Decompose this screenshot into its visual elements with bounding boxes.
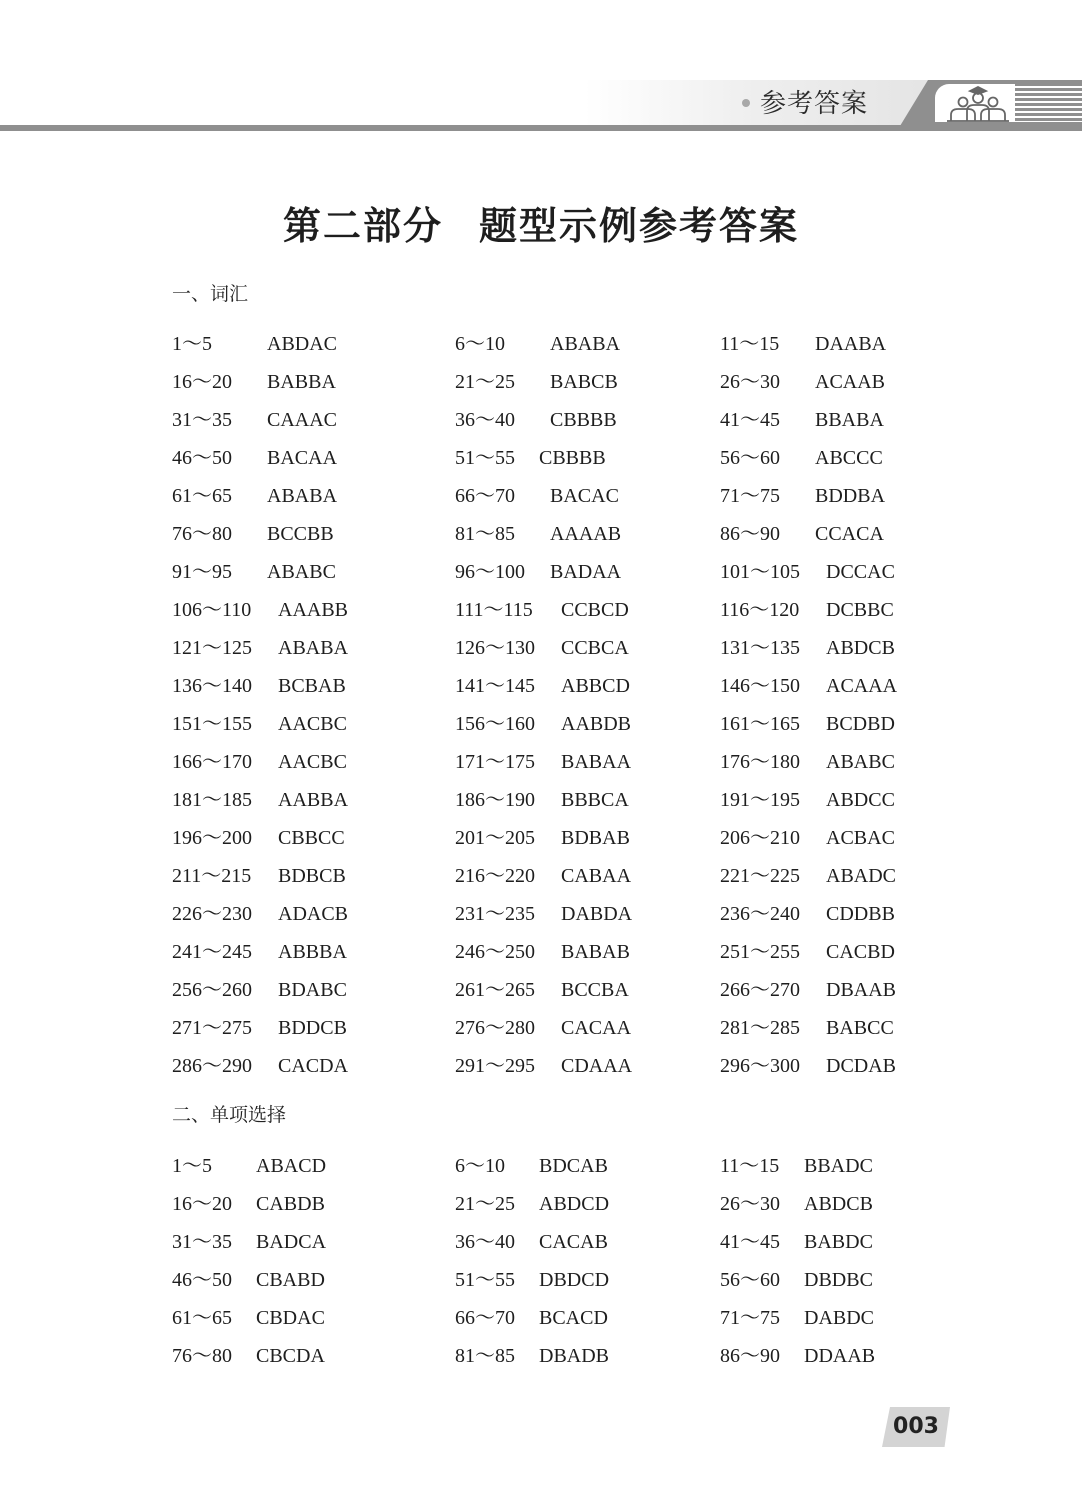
question-range: 286～290 — [172, 1055, 252, 1077]
question-range: 276～280 — [455, 1017, 535, 1039]
answer-cell — [720, 1151, 873, 1181]
question-range: 41～45 — [720, 1231, 780, 1253]
question-range: 86～90 — [720, 1345, 780, 1367]
answer-row — [172, 747, 932, 785]
answer-cell — [455, 633, 629, 663]
answer-key: ABCCC — [815, 447, 883, 469]
header-bullet — [742, 99, 750, 107]
question-range: 201～205 — [455, 827, 535, 849]
answer-key: CABDB — [256, 1193, 325, 1215]
answer-key: ABDCC — [826, 789, 895, 811]
answer-key: DCCAC — [826, 561, 895, 583]
answer-key: CACAA — [561, 1017, 632, 1039]
answer-cell — [720, 1227, 873, 1257]
answer-row — [172, 329, 932, 367]
answer-key: BABAB — [561, 941, 630, 963]
answer-cell — [172, 329, 337, 359]
answer-cell — [172, 975, 347, 1005]
answer-key: CCBCA — [561, 637, 629, 659]
answer-cell — [720, 633, 895, 663]
answer-cell — [455, 443, 606, 473]
question-range: 256～260 — [172, 979, 252, 1001]
answer-key: BACAC — [550, 485, 619, 507]
answer-row — [172, 633, 932, 671]
answer-cell — [455, 557, 621, 587]
answer-key: BACAA — [267, 447, 338, 469]
question-range: 46～50 — [172, 447, 232, 469]
question-range: 56～60 — [720, 1269, 780, 1291]
answer-key: BABAA — [561, 751, 632, 773]
answer-key: CDAAA — [561, 1055, 633, 1077]
answer-key: CBDAC — [256, 1307, 325, 1329]
answer-key: CDDBB — [826, 903, 895, 925]
answer-cell — [172, 557, 336, 587]
answer-key: ACBAC — [826, 827, 895, 849]
answer-key: ADACB — [278, 903, 349, 925]
question-range: 156～160 — [455, 713, 535, 735]
answer-cell — [720, 329, 886, 359]
question-range: 231～235 — [455, 903, 535, 925]
answer-row — [172, 785, 932, 823]
question-range: 56～60 — [720, 447, 780, 469]
question-range: 21～25 — [455, 371, 515, 393]
section-heading-vocabulary: 一、词汇 — [172, 283, 249, 305]
answer-cell — [720, 785, 895, 815]
answer-key: DDAAB — [804, 1345, 876, 1367]
answer-key: BDBCB — [278, 865, 346, 887]
question-range: 251～255 — [720, 941, 800, 963]
answer-key: CBBBB — [550, 409, 617, 431]
page-title-name: 题型示例参考答案 — [479, 203, 800, 248]
answer-row — [172, 975, 932, 1013]
answer-cell — [172, 1341, 325, 1371]
answer-key: AABBA — [278, 789, 349, 811]
answer-key: ABDCB — [826, 637, 895, 659]
answer-cell — [172, 1151, 326, 1181]
answer-grid-vocabulary — [172, 329, 932, 1089]
question-range: 171～175 — [455, 751, 535, 773]
answer-key: BABBA — [267, 371, 336, 393]
answer-cell — [455, 709, 631, 739]
question-range: 6～10 — [455, 1155, 505, 1177]
answer-cell — [172, 861, 346, 891]
answer-key: CACBD — [826, 941, 895, 963]
answer-key: BCCBA — [561, 979, 629, 1001]
answer-cell — [172, 747, 347, 777]
answer-cell — [455, 1013, 631, 1043]
answer-cell — [455, 329, 620, 359]
question-range: 36～40 — [455, 1231, 515, 1253]
answer-key: ABACD — [256, 1155, 327, 1177]
answer-cell — [720, 1265, 873, 1295]
answer-cell — [172, 1265, 325, 1295]
answer-cell — [172, 709, 347, 739]
answer-row — [172, 937, 932, 975]
answer-row — [172, 861, 932, 899]
question-range: 51～55 — [455, 447, 515, 469]
answer-row — [172, 1189, 932, 1227]
answer-cell — [455, 747, 631, 777]
answer-key: BCDBD — [826, 713, 895, 735]
answer-cell — [720, 405, 884, 435]
question-range: 26～30 — [720, 371, 780, 393]
answer-cell — [720, 519, 884, 549]
answer-cell — [720, 747, 895, 777]
question-range: 146～150 — [720, 675, 800, 697]
answer-cell — [455, 899, 632, 929]
answer-cell — [172, 481, 337, 511]
answer-key: BADCA — [256, 1231, 327, 1253]
answer-cell — [172, 367, 336, 397]
question-range: 216～220 — [455, 865, 535, 887]
question-range: 291～295 — [455, 1055, 535, 1077]
answer-cell — [455, 975, 629, 1005]
answer-key: ABDCD — [539, 1193, 610, 1215]
question-range: 61～65 — [172, 1307, 232, 1329]
answer-row — [172, 405, 932, 443]
answer-key: BCACD — [539, 1307, 608, 1329]
answer-row — [172, 1151, 932, 1189]
answer-key: CCACA — [815, 523, 884, 545]
answer-cell — [720, 1013, 894, 1043]
graduates-icon — [945, 83, 1011, 123]
answer-key: DBADB — [539, 1345, 610, 1367]
answer-row — [172, 1051, 932, 1089]
answer-row — [172, 899, 932, 937]
question-range: 111～115 — [455, 599, 533, 621]
question-range: 11～15 — [720, 333, 780, 355]
answer-row — [172, 1265, 932, 1303]
answer-cell — [720, 481, 885, 511]
answer-cell — [720, 937, 895, 967]
answer-key: DBDCD — [539, 1269, 610, 1291]
question-range: 91～95 — [172, 561, 232, 583]
question-range: 31～35 — [172, 409, 232, 431]
answer-cell — [455, 1151, 608, 1181]
answer-cell — [455, 367, 618, 397]
answer-key: BBADC — [804, 1155, 873, 1177]
question-range: 41～45 — [720, 409, 780, 431]
answer-key: CACDA — [278, 1055, 349, 1077]
answer-row — [172, 709, 932, 747]
answer-row — [172, 367, 932, 405]
answer-cell — [720, 1189, 873, 1219]
answer-cell — [455, 405, 617, 435]
answer-key: BCBAB — [278, 675, 346, 697]
answer-cell — [455, 481, 619, 511]
answer-cell — [455, 1227, 608, 1257]
question-range: 261～265 — [455, 979, 535, 1001]
answer-key: BABDC — [804, 1231, 873, 1253]
question-range: 46～50 — [172, 1269, 232, 1291]
answer-cell — [720, 975, 896, 1005]
answer-key: BADAA — [550, 561, 622, 583]
answer-key: ACAAB — [815, 371, 886, 393]
answer-cell — [455, 861, 631, 891]
answer-cell — [172, 899, 348, 929]
answer-key: AACBC — [278, 751, 347, 773]
answer-key: CBABD — [256, 1269, 325, 1291]
question-range: 281～285 — [720, 1017, 800, 1039]
answer-cell — [720, 709, 895, 739]
answer-key: BBABA — [815, 409, 884, 431]
answer-key: BCCBB — [267, 523, 334, 545]
answer-row — [172, 443, 932, 481]
answer-key: ABBCD — [561, 675, 630, 697]
answer-cell — [455, 1265, 609, 1295]
answer-cell — [455, 671, 630, 701]
section-heading-single-choice: 二、单项选择 — [172, 1104, 287, 1126]
question-range: 186～190 — [455, 789, 535, 811]
answer-key: CBCDA — [256, 1345, 325, 1367]
question-range: 86～90 — [720, 523, 780, 545]
question-range: 221～225 — [720, 865, 800, 887]
question-range: 66～70 — [455, 485, 515, 507]
answer-key: BDCAB — [539, 1155, 608, 1177]
question-range: 51～55 — [455, 1269, 515, 1291]
answer-cell — [720, 1303, 874, 1333]
answer-row — [172, 519, 932, 557]
question-range: 101～105 — [720, 561, 800, 583]
question-range: 16～20 — [172, 1193, 232, 1215]
answer-row — [172, 595, 932, 633]
question-range: 36～40 — [455, 409, 515, 431]
answer-row — [172, 1227, 932, 1265]
answer-cell — [455, 1341, 609, 1371]
answer-cell — [720, 861, 896, 891]
question-range: 126～130 — [455, 637, 535, 659]
answer-key: CAAAC — [267, 409, 338, 431]
question-range: 211～215 — [172, 865, 252, 887]
header-rule — [0, 125, 1082, 131]
answer-key: ABABA — [267, 485, 338, 507]
answer-row — [172, 481, 932, 519]
page-number: 003 — [893, 1414, 939, 1439]
answer-row — [172, 1341, 932, 1379]
answer-cell — [172, 443, 337, 473]
question-range: 161～165 — [720, 713, 800, 735]
question-range: 176～180 — [720, 751, 800, 773]
answer-key: DBAAB — [826, 979, 897, 1001]
answer-cell — [720, 557, 895, 587]
page-title-part: 第二部分 — [282, 203, 443, 248]
answer-cell — [172, 1303, 325, 1333]
answer-cell — [720, 595, 894, 625]
answer-key: ACAAA — [826, 675, 898, 697]
answer-cell — [455, 1189, 609, 1219]
page-title — [0, 198, 1082, 254]
answer-cell — [172, 1013, 347, 1043]
question-range: 181～185 — [172, 789, 252, 811]
answer-key: DBDBC — [804, 1269, 873, 1291]
question-range: 96～100 — [455, 561, 525, 583]
answer-key: ABABA — [550, 333, 621, 355]
question-range: 121～125 — [172, 637, 252, 659]
answer-cell — [455, 595, 629, 625]
answer-key: DCDAB — [826, 1055, 897, 1077]
answer-cell — [172, 595, 348, 625]
question-range: 71～75 — [720, 485, 780, 507]
answer-cell — [172, 405, 337, 435]
answer-key: AABDB — [561, 713, 632, 735]
answer-key: BDABC — [278, 979, 347, 1001]
answer-key: CBBCC — [278, 827, 345, 849]
answer-key: DABDC — [804, 1307, 875, 1329]
question-range: 246～250 — [455, 941, 535, 963]
answer-key: BDDBA — [815, 485, 886, 507]
answer-key: CBBBB — [539, 447, 606, 469]
answer-key: AAABB — [278, 599, 349, 621]
answer-cell — [455, 937, 630, 967]
answer-key: DCBBC — [826, 599, 894, 621]
answer-row — [172, 823, 932, 861]
answer-key: DABDA — [561, 903, 633, 925]
answer-row — [172, 1303, 932, 1341]
answer-cell — [172, 1189, 325, 1219]
question-range: 16～20 — [172, 371, 232, 393]
question-range: 196～200 — [172, 827, 252, 849]
question-range: 1～5 — [172, 1155, 212, 1177]
question-range: 76～80 — [172, 1345, 232, 1367]
question-range: 21～25 — [455, 1193, 515, 1215]
question-range: 116～120 — [720, 599, 800, 621]
answer-key: ABABA — [278, 637, 349, 659]
answer-key: BDDCB — [278, 1017, 347, 1039]
question-range: 66～70 — [455, 1307, 515, 1329]
answer-key: CABAA — [561, 865, 632, 887]
question-range: 1～5 — [172, 333, 212, 355]
question-range: 236～240 — [720, 903, 800, 925]
question-range: 226～230 — [172, 903, 252, 925]
question-range: 136～140 — [172, 675, 252, 697]
question-range: 166～170 — [172, 751, 252, 773]
answer-cell — [720, 671, 897, 701]
answer-cell — [720, 1341, 875, 1371]
answer-row — [172, 1013, 932, 1051]
answer-cell — [172, 1051, 348, 1081]
question-range: 61～65 — [172, 485, 232, 507]
answer-key: ABADC — [826, 865, 897, 887]
answer-key: ABABC — [826, 751, 895, 773]
question-range: 141～145 — [455, 675, 535, 697]
question-range: 191～195 — [720, 789, 800, 811]
answer-key: BDBAB — [561, 827, 630, 849]
answer-cell — [455, 823, 630, 853]
answer-key: ABDAC — [267, 333, 338, 355]
question-range: 151～155 — [172, 713, 252, 735]
question-range: 131～135 — [720, 637, 800, 659]
answer-cell — [455, 1051, 632, 1081]
answer-cell — [455, 519, 621, 549]
question-range: 81～85 — [455, 523, 515, 545]
question-range: 11～15 — [720, 1155, 780, 1177]
answer-key: BABCC — [826, 1017, 894, 1039]
answer-cell — [172, 519, 334, 549]
answer-cell — [172, 633, 348, 663]
question-range: 296～300 — [720, 1055, 800, 1077]
answer-row — [172, 671, 932, 709]
question-range: 266～270 — [720, 979, 800, 1001]
answer-cell — [720, 1051, 896, 1081]
answer-cell — [720, 899, 895, 929]
answer-grid-single-choice — [172, 1151, 932, 1379]
answer-key: AACBC — [278, 713, 347, 735]
question-range: 241～245 — [172, 941, 252, 963]
answer-cell — [172, 1227, 326, 1257]
answer-key: AAAAB — [550, 523, 622, 545]
question-range: 271～275 — [172, 1017, 252, 1039]
answer-key: ABBBA — [278, 941, 347, 963]
answer-key: DAABA — [815, 333, 887, 355]
answer-key: ABABC — [267, 561, 336, 583]
question-range: 26～30 — [720, 1193, 780, 1215]
answer-row — [172, 557, 932, 595]
answer-cell — [455, 1303, 608, 1333]
question-range: 71～75 — [720, 1307, 780, 1329]
answer-cell — [172, 823, 345, 853]
answer-cell — [172, 671, 346, 701]
answer-cell — [720, 443, 883, 473]
answer-key: CACAB — [539, 1231, 608, 1253]
answer-key: BBBCA — [561, 789, 629, 811]
question-range: 106～110 — [172, 599, 252, 621]
answer-cell — [720, 367, 885, 397]
question-range: 6～10 — [455, 333, 505, 355]
answer-cell — [720, 823, 895, 853]
answer-cell — [172, 937, 347, 967]
question-range: 81～85 — [455, 1345, 515, 1367]
question-range: 206～210 — [720, 827, 800, 849]
answer-key: CCBCD — [561, 599, 629, 621]
question-range: 31～35 — [172, 1231, 232, 1253]
answer-cell — [455, 785, 629, 815]
answer-cell — [172, 785, 348, 815]
header-title: 参考答案 — [760, 89, 869, 119]
answer-key: ABDCB — [804, 1193, 873, 1215]
question-range: 76～80 — [172, 523, 232, 545]
answer-key: BABCB — [550, 371, 618, 393]
